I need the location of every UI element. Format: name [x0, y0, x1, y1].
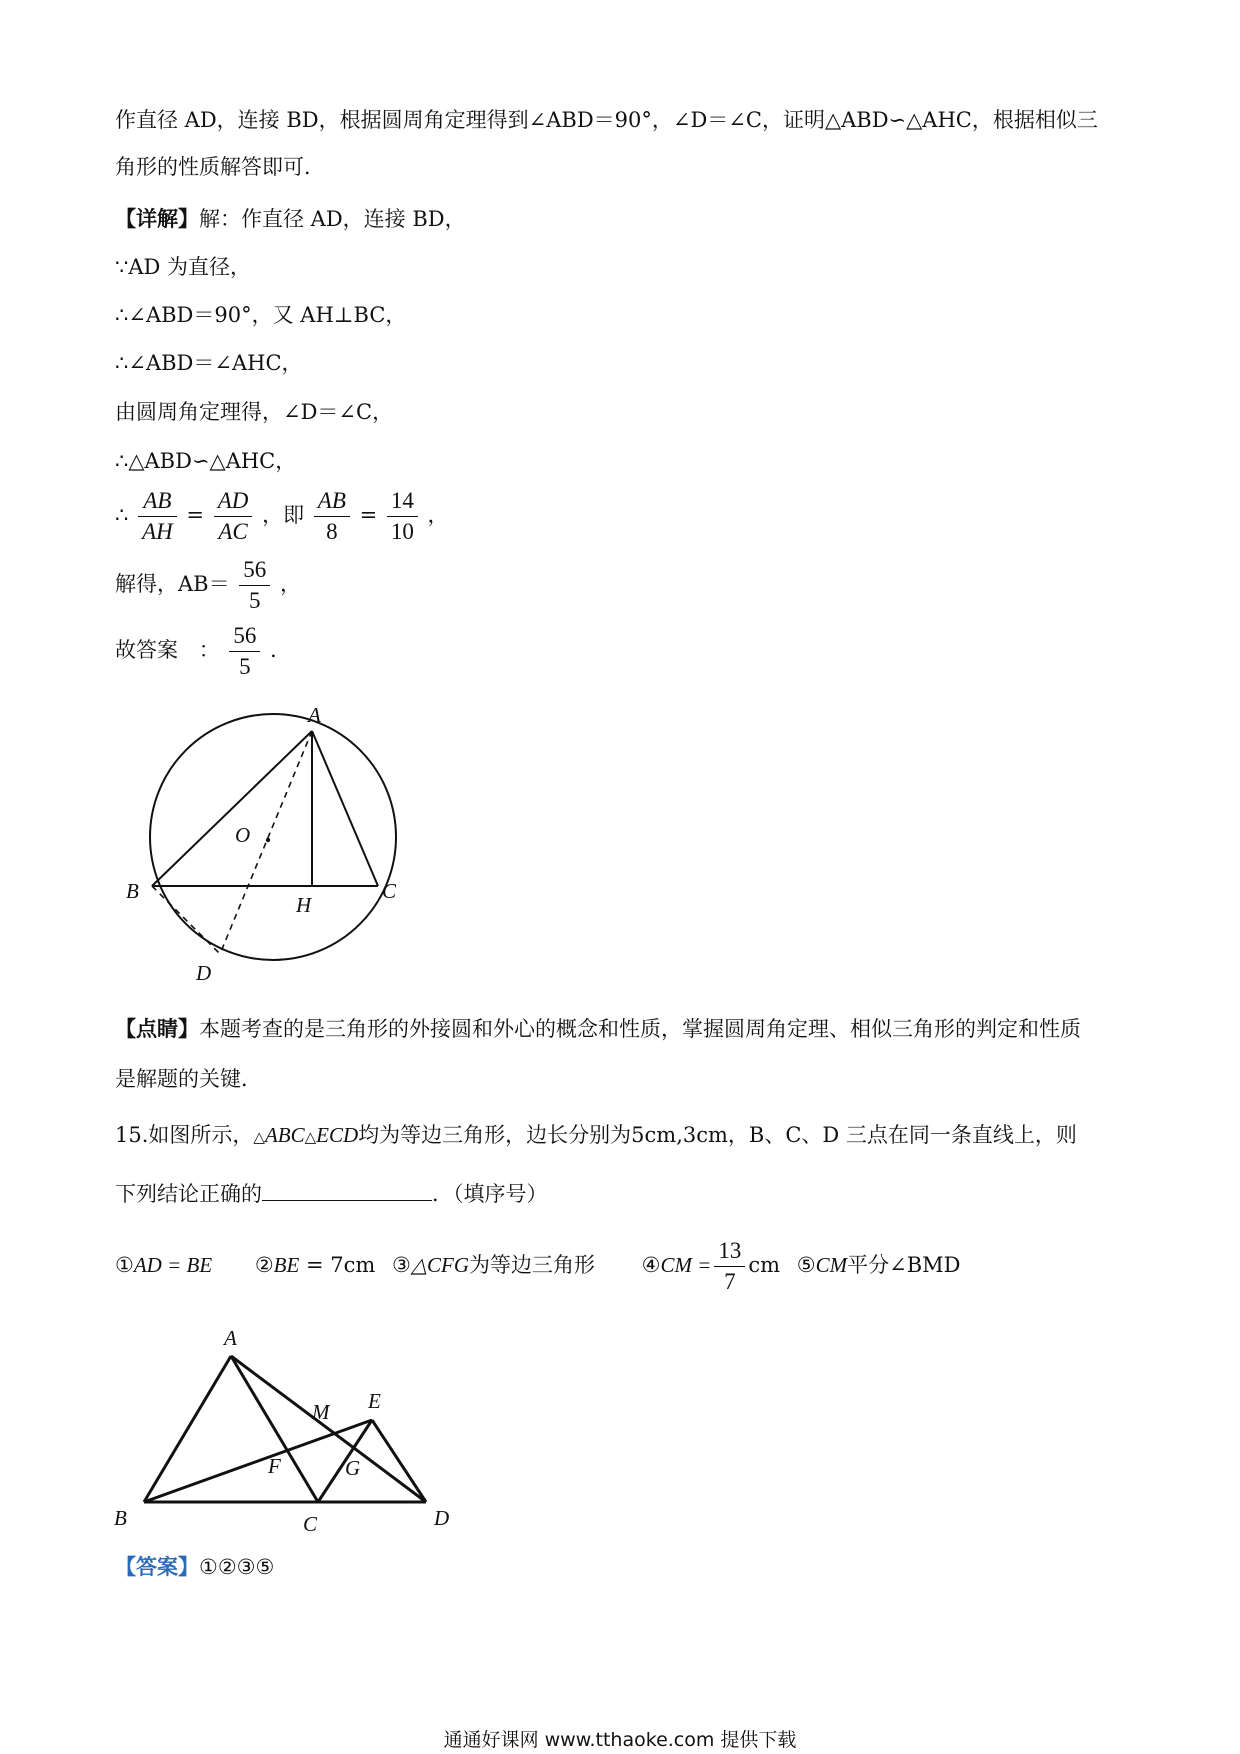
option-3-suffix: 为等边三角形 [468, 1253, 595, 1277]
segment-ac [312, 731, 378, 886]
fraction-14-10 [387, 486, 418, 547]
conclusion-colon: ： [198, 638, 220, 662]
option-5-mark: ⑤ [796, 1253, 816, 1277]
fraction-denominator: 5 [249, 588, 261, 613]
fraction-numerator: 56 [239, 555, 270, 586]
option-4-lhs: CM = [660, 1253, 712, 1277]
segment-ad [231, 1356, 426, 1502]
fraction-56-5 [239, 555, 270, 616]
fraction-denominator: AC [218, 519, 248, 544]
fraction-denominator: 5 [239, 654, 251, 679]
detail-step: ∴∠ABD＝∠AHC， [115, 351, 303, 375]
fraction-ad-ac [214, 486, 253, 547]
answer-blank [262, 1178, 432, 1201]
triangle-symbol: △ [304, 1128, 317, 1146]
segment-be [144, 1420, 372, 1502]
solve-suffix: ， [279, 572, 301, 596]
solution-intro-line2: 角形的性质解答即可． [115, 155, 325, 179]
fraction-numerator: AB [314, 486, 350, 517]
label-a: A [308, 703, 321, 727]
label-d: D [196, 961, 212, 985]
ratio-connector: ，即 [262, 503, 305, 527]
label-b: B [114, 1506, 127, 1530]
label-c: C [382, 879, 397, 903]
equals-sign: = [186, 503, 205, 527]
fraction-ab-ah [138, 486, 177, 547]
triangle-abc: ABC [264, 1123, 305, 1147]
label-f: F [268, 1454, 281, 1478]
diameter-ad [220, 731, 312, 954]
fraction-numerator: 13 [714, 1236, 745, 1267]
equals-sign: = [359, 503, 378, 527]
option-4-unit: cm [748, 1253, 781, 1277]
fraction-numerator: AD [214, 486, 253, 517]
option-3: △CFG [410, 1253, 469, 1277]
fraction-denominator: AH [142, 519, 173, 544]
conclusion-suffix: ． [270, 638, 292, 662]
comment-line2: 是解题的关键． [115, 1067, 262, 1091]
page-footer: 通通好课网 www.tthaoke.com 提供下载 [443, 1729, 797, 1751]
ratio-suffix: ， [427, 503, 449, 527]
ratio-equation [115, 483, 449, 547]
therefore-symbol: ∴ [115, 503, 129, 527]
fraction-numerator: 14 [387, 486, 418, 517]
solution-intro-line1: 作直径 AD，连接 BD，根据圆周角定理得到∠ABD＝90°，∠D＝∠C，证明△ABD∽△AHC，根据相似三 [115, 108, 1098, 132]
triangle-symbol: △ [253, 1128, 265, 1146]
option-2-mark: ② [254, 1253, 274, 1277]
label-b: B [126, 879, 139, 903]
detail-label: 【详解】 [115, 206, 199, 231]
figure-equilateral-triangles [100, 1325, 470, 1535]
segment-ed [372, 1420, 426, 1502]
detail-step: ∴∠ABD＝90°，又 AH⊥BC， [115, 303, 407, 327]
center-point-o [266, 838, 270, 842]
conclusion-prefix: 故答案 [115, 638, 178, 662]
question15-line1 [115, 1120, 1077, 1152]
comment-text: 本题考查的是三角形的外接圆和外心的概念和性质，掌握圆周角定理、相似三角形的判定和性质 [199, 1017, 1081, 1041]
option-1: AD = BE [133, 1253, 213, 1277]
option-4-mark: ④ [641, 1253, 661, 1277]
detail-step: ∴△ABD∽△AHC， [115, 449, 297, 473]
option-2-rhs: = 7cm [299, 1253, 376, 1277]
fraction-numerator: AB [138, 486, 177, 517]
fraction-denominator: 8 [326, 519, 338, 544]
answer-line [115, 1552, 274, 1582]
fraction-ab-8 [314, 486, 350, 547]
option-2-lhs: BE [273, 1253, 300, 1277]
question15-line2 [115, 1178, 548, 1209]
segment-ab [152, 731, 312, 886]
option-3-mark: ③ [392, 1253, 411, 1277]
figure-circle-triangle [120, 700, 420, 990]
question-number: 15. [115, 1123, 149, 1147]
label-h: H [296, 893, 312, 917]
label-e: E [368, 1389, 381, 1413]
solve-prefix: 解得，AB＝ [115, 572, 230, 596]
question-text: 均为等边三角形，边长分别为5cm,3cm，B、C、D 三点在同一条直线上，则 [358, 1123, 1077, 1147]
option-5-suffix: 平分∠BMD [847, 1253, 961, 1277]
segment-ac [231, 1356, 318, 1502]
detail-first-text: 解：作直径 AD，连接 BD， [199, 207, 466, 231]
segment-bd [152, 886, 220, 954]
option-5: CM [815, 1253, 848, 1277]
comment-label: 【点睛】 [115, 1016, 199, 1041]
question-text: ．（填序号） [432, 1182, 548, 1206]
label-o: O [235, 823, 251, 847]
segment-ab [144, 1356, 231, 1502]
label-m: M [312, 1400, 330, 1424]
fraction-56-5 [229, 621, 260, 682]
label-d: D [434, 1506, 450, 1530]
detail-step: 由圆周角定理得，∠D＝∠C， [115, 400, 394, 424]
fraction-13-7 [714, 1236, 745, 1297]
triangle-ecd: ECD [316, 1123, 359, 1147]
answer-value: ①②③⑤ [199, 1555, 275, 1579]
label-a: A [224, 1326, 237, 1350]
solve-line [115, 552, 301, 616]
conclusion-line [115, 618, 291, 682]
detail-step: ∵AD 为直径， [115, 255, 252, 279]
comment-line1 [115, 1014, 1081, 1044]
label-g: G [345, 1456, 361, 1480]
answer-label: 【答案】 [115, 1554, 199, 1579]
question15-options [115, 1233, 961, 1297]
fraction-numerator: 56 [229, 621, 260, 652]
fraction-denominator: 10 [390, 519, 414, 544]
detail-first-line [115, 204, 466, 234]
label-c: C [303, 1512, 318, 1535]
circumcircle [150, 714, 396, 960]
question-text: 如图所示， [148, 1123, 254, 1147]
fraction-denominator: 7 [724, 1269, 736, 1294]
question-text: 下列结论正确的 [115, 1182, 262, 1206]
option-1-mark: ① [115, 1253, 134, 1277]
